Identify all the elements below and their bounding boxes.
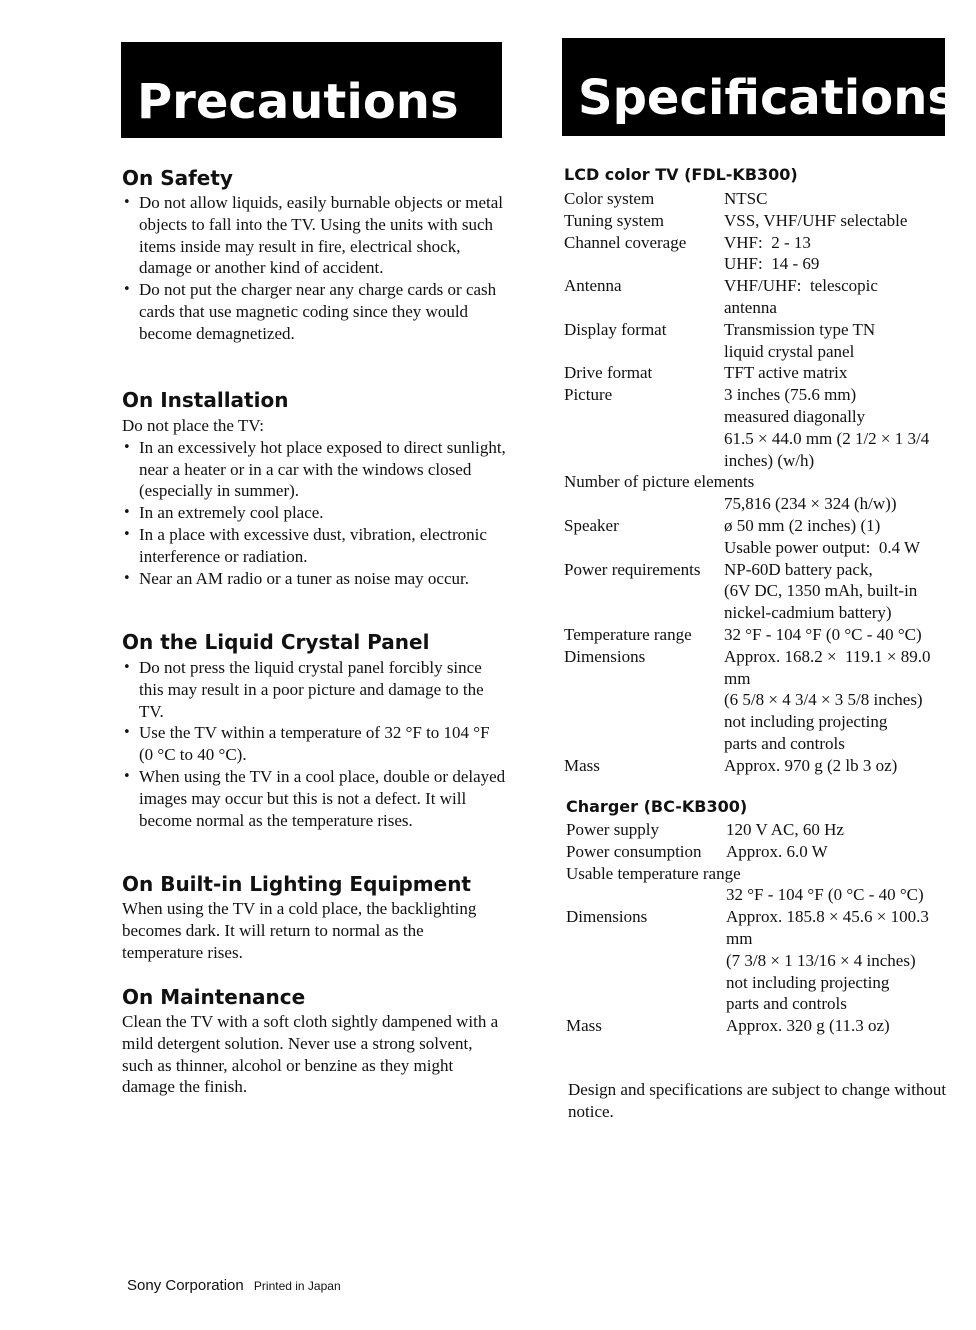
spec-row (566, 906, 951, 1015)
spec-label: Usable temperature range (566, 863, 741, 883)
spec-row (566, 841, 951, 863)
on-maintenance-heading: On Maintenance (122, 985, 306, 1009)
spec-value: Transmission type TN liquid crystal panel (724, 319, 876, 361)
spec-label: Channel coverage (564, 232, 687, 252)
on-installation-section (122, 415, 507, 589)
spec-value: 32 °F - 104 °F (0 °C - 40 °C) (726, 885, 924, 905)
spec-label: Mass (564, 755, 600, 775)
spec-value: Approx. 6.0 W (726, 841, 828, 861)
spec-label: Dimensions (566, 907, 648, 927)
company-name: Sony Corporation (127, 1277, 244, 1294)
lcd-tv-spec-table (564, 188, 949, 777)
precautions-banner: Precautions (121, 42, 502, 138)
lcd-tv-spec-heading: LCD color TV (FDL-KB300) (564, 165, 798, 184)
spec-change-note: Design and specifications are subject to change without notice. (568, 1080, 947, 1121)
spec-row-continued (564, 493, 949, 515)
installation-item: • In an excessively hot place exposed to direct sunlight, near a heater or in a car with the windows closed (especially in summer). (122, 437, 507, 502)
spec-value: NTSC (724, 189, 768, 208)
spec-value: 75,816 (234 × 324 (h/w)) (724, 494, 897, 514)
lcd-item: • When using the TV in a cool place, double or delayed images may occur but this is not a defect. It will become normal as the temperature rises. (122, 766, 507, 831)
spec-label: Mass (566, 1016, 602, 1036)
spec-row (564, 275, 949, 319)
spec-label-spacer (566, 884, 726, 906)
spec-row (564, 755, 949, 777)
charger-spec-table (566, 819, 951, 1037)
spec-value: TFT active matrix (724, 363, 848, 383)
on-installation-heading: On Installation (122, 388, 289, 412)
spec-value: VSS, VHF/UHF selectable (724, 210, 908, 230)
spec-label: Temperature range (564, 624, 692, 644)
spec-value: 3 inches (75.6 mm) measured diagonally 61.5 × 44.0 mm (2 1/2 × 1 3/4 inches) (w/h) (724, 385, 930, 470)
spec-row (564, 188, 949, 210)
on-safety-section (122, 192, 507, 345)
specifications-banner: Specifications (562, 38, 945, 136)
spec-row (564, 210, 949, 232)
spec-label: Display format (564, 319, 667, 339)
spec-value: Approx. 320 g (11.3 oz) (726, 1016, 890, 1036)
spec-row (566, 819, 951, 841)
spec-row (566, 863, 951, 885)
charger-spec-heading: Charger (BC-KB300) (566, 797, 748, 816)
spec-row (564, 559, 949, 624)
spec-row (564, 471, 949, 493)
installation-item: • In an extremely cool place. (122, 502, 507, 524)
spec-value: VHF: 2 - 13 UHF: 14 - 69 (724, 232, 820, 274)
spec-row (566, 1015, 951, 1037)
spec-row (564, 624, 949, 646)
on-built-in-lighting-text: When using the TV in a cold place, the backlighting becomes dark. It will return to normal as the temperature rises. (122, 899, 477, 962)
printed-in: Printed in Japan (253, 1279, 341, 1293)
lcd-item: • Do not press the liquid crystal panel forcibly since this may result in a poor picture and damage to the TV. (122, 657, 507, 722)
on-safety-heading: On Safety (122, 166, 233, 190)
spec-row (564, 232, 949, 276)
lcd-item: • Use the TV within a temperature of 32 °F to 104 °F (0 °C to 40 °C). (122, 722, 507, 766)
spec-row (564, 384, 949, 471)
spec-value: Approx. 185.8 × 45.6 × 100.3 mm (7 3/8 × 1 13/16 × 4 inches) not including projecting parts and controls (726, 907, 929, 1014)
spec-row (564, 362, 949, 384)
spec-value: 32 °F - 104 °F (0 °C - 40 °C) (724, 624, 922, 644)
spec-row-continued (566, 884, 951, 906)
spec-row (564, 646, 949, 755)
spec-label: Power supply (566, 820, 660, 839)
spec-value: ø 50 mm (2 inches) (1) Usable power output: 0.4 W (724, 515, 921, 557)
on-liquid-crystal-panel-section (122, 657, 507, 831)
spec-row (564, 515, 949, 559)
safety-item: • Do not allow liquids, easily burnable objects or metal objects to fall into the TV. Using the units with such items inside may result in fire, electrical shock, damage or another kind of accident. (122, 192, 507, 279)
spec-label: Drive format (564, 363, 653, 383)
spec-value: VHF/UHF: telescopic antenna (724, 276, 878, 317)
spec-label: Color system (564, 189, 655, 208)
on-built-in-lighting-heading: On Built-in Lighting Equipment (122, 872, 471, 896)
installation-intro: Do not place the TV: (122, 416, 264, 435)
spec-label: Number of picture elements (564, 472, 755, 492)
spec-label: Picture (564, 385, 613, 405)
spec-value: 120 V AC, 60 Hz (726, 820, 844, 839)
on-maintenance-text: Clean the TV with a soft cloth sightly dampened with a mild detergent solution. Never use a strong solvent, such as thinner, alcohol or benzine as they might damage the finish. (122, 1012, 499, 1097)
installation-item: • In a place with excessive dust, vibration, electronic interference or radiation. (122, 524, 507, 568)
footer (127, 1277, 341, 1294)
spec-label: Power requirements (564, 559, 701, 579)
spec-label: Antenna (564, 276, 622, 296)
spec-value: Approx. 970 g (2 lb 3 oz) (724, 755, 898, 775)
installation-item: • Near an AM radio or a tuner as noise may occur. (122, 568, 507, 590)
spec-row (564, 319, 949, 363)
spec-value: Approx. 168.2 × 119.1 × 89.0 mm (6 5/8 × 4 3/4 × 3 5/8 inches) not including projecting parts and controls (724, 646, 931, 753)
spec-label: Tuning system (564, 210, 664, 230)
spec-label: Speaker (564, 515, 619, 535)
spec-label: Dimensions (564, 646, 646, 666)
spec-value: NP-60D battery pack, (6V DC, 1350 mAh, built-in nickel-cadmium battery) (724, 559, 918, 623)
spec-label: Power consumption (566, 841, 702, 861)
on-liquid-crystal-panel-heading: On the Liquid Crystal Panel (122, 630, 430, 654)
safety-item: • Do not put the charger near any charge cards or cash cards that use magnetic coding since they would become demagnetized. (122, 279, 507, 344)
spec-label-spacer (564, 493, 724, 515)
